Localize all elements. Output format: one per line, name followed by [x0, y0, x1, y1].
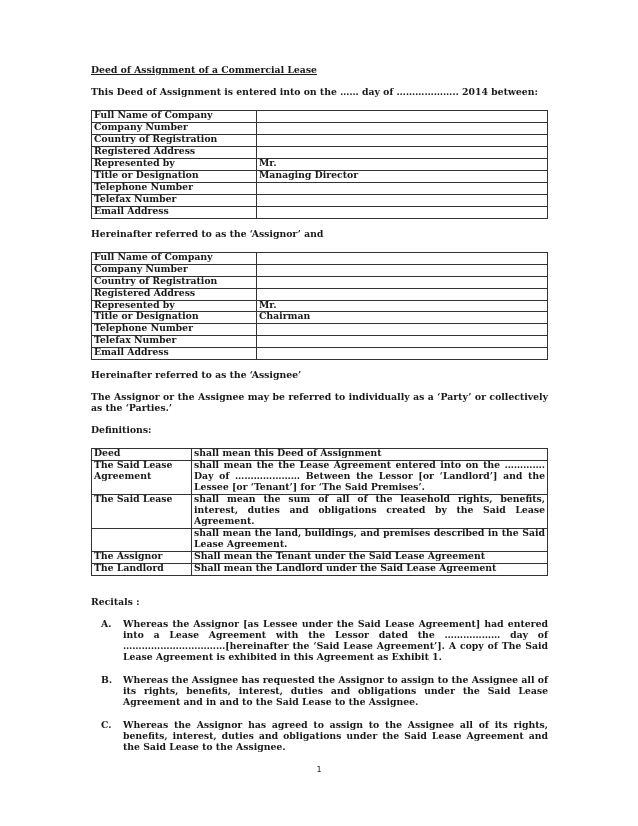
row-value: Managing Director [257, 170, 548, 182]
row-value [257, 336, 548, 348]
row-value [257, 288, 548, 300]
row-value [257, 276, 548, 288]
row-label: Full Name of Company [92, 110, 257, 122]
row-value: Mr. [257, 158, 548, 170]
definition-meaning: shall mean the sum of all of the leasehold rights, benefits, interest, duties and obligations created by the Said Lease Agreement. [192, 495, 548, 529]
definitions-table [91, 448, 548, 576]
row-label: Country of Registration [92, 276, 257, 288]
definition-term [92, 529, 192, 552]
recital-text: Whereas the Assignor has agreed to assign to the Assignee all of its rights, benefits, interest, duties and obligations under the Said Lease Agreement and the Said Lease to the Assignee. [123, 719, 548, 753]
table-row [92, 134, 548, 146]
table-row [92, 563, 548, 575]
row-label: Registered Address [92, 146, 257, 158]
recital-text: Whereas the Assignee has requested the Assignor to assign to the Assignee all of its rights, benefits, interest, duties and obligations under the Said Lease Agreement and in and to the Said Lease to the Assignee. [123, 674, 548, 708]
recital-letter: B. [101, 674, 113, 686]
recital-letter: A. [101, 618, 112, 630]
table-row [92, 206, 548, 218]
document-page [91, 66, 548, 766]
row-label: Company Number [92, 122, 257, 134]
table-row [92, 336, 548, 348]
table-row [92, 276, 548, 288]
recital-letter: C. [101, 719, 112, 731]
table-row [92, 158, 548, 170]
table-row [92, 348, 548, 360]
table-row [92, 252, 548, 264]
definition-term: Deed [92, 449, 192, 461]
table-row [92, 312, 548, 324]
table-row [92, 461, 548, 495]
row-label: Telephone Number [92, 182, 257, 194]
table-row [92, 182, 548, 194]
assignee-table [91, 252, 548, 361]
row-label: Title or Designation [92, 312, 257, 324]
definition-meaning: Shall mean the Tenant under the Said Lease Agreement [192, 551, 548, 563]
row-value [257, 206, 548, 218]
row-value [257, 348, 548, 360]
parties-paragraph: The Assignor or the Assignee may be referred to individually as a ‘Party’ or collectively as the ‘Parties.’ [91, 392, 548, 415]
row-label: Email Address [92, 348, 257, 360]
row-value [257, 252, 548, 264]
row-label: Registered Address [92, 288, 257, 300]
recitals-heading: Recitals : [91, 596, 140, 608]
row-label: Email Address [92, 206, 257, 218]
table-row [92, 110, 548, 122]
definition-meaning: Shall mean the Landlord under the Said Lease Agreement [192, 563, 548, 575]
row-label: Represented by [92, 300, 257, 312]
row-value: Mr. [257, 300, 548, 312]
assignor-reference: Hereinafter referred to as the ‘Assignor’ and [91, 228, 324, 240]
row-label: Full Name of Company [92, 252, 257, 264]
row-value [257, 324, 548, 336]
definition-meaning: shall mean the land, buildings, and premises described in the Said Lease Agreement. [192, 529, 548, 552]
assignor-table [91, 110, 548, 219]
recital-text: Whereas the Assignor [as Lessee under the Said Lease Agreement] had entered into a Lease Agreement with the Lessor dated the ……………… day of ……………………………[hereinafter the ‘Said Lease Agreement’]. A copy of The Said Lease Agreement is exhibited in this Agreement as Exhibit 1. [123, 618, 548, 663]
row-value [257, 182, 548, 194]
assignee-reference: Hereinafter referred to as the ‘Assignee’ [91, 370, 302, 382]
row-value [257, 264, 548, 276]
table-row [92, 122, 548, 134]
row-label: Country of Registration [92, 134, 257, 146]
row-value: Chairman [257, 312, 548, 324]
row-label: Telefax Number [92, 194, 257, 206]
table-row [92, 170, 548, 182]
recital-item [101, 676, 548, 709]
table-row [92, 551, 548, 563]
row-label: Telefax Number [92, 336, 257, 348]
document-title: Deed of Assignment of a Commercial Lease [91, 65, 317, 76]
table-row [92, 324, 548, 336]
definition-meaning: shall mean the the Lease Agreement entered into on the …………. Day of ………………… Between the Lessor [or ‘Landlord’] and the Lessee [or ‘Tenant’] for ‘The Said Premises’. [192, 461, 548, 495]
row-label: Telephone Number [92, 324, 257, 336]
definition-term: The Landlord [92, 563, 192, 575]
row-value [257, 134, 548, 146]
definition-term: The Said Lease [92, 495, 192, 529]
recital-item [101, 721, 548, 754]
table-row [92, 449, 548, 461]
row-label: Represented by [92, 158, 257, 170]
page-number: 1 [316, 765, 322, 774]
row-label: Title or Designation [92, 170, 257, 182]
table-row [92, 529, 548, 552]
row-value [257, 122, 548, 134]
definition-meaning: shall mean this Deed of Assignment [192, 449, 548, 461]
table-row [92, 495, 548, 529]
definition-term: The Said Lease Agreement [92, 461, 192, 495]
row-label: Company Number [92, 264, 257, 276]
row-value [257, 146, 548, 158]
table-row [92, 146, 548, 158]
table-row [92, 288, 548, 300]
table-row [92, 264, 548, 276]
row-value [257, 110, 548, 122]
table-row [92, 300, 548, 312]
row-value [257, 194, 548, 206]
definitions-heading: Definitions: [91, 425, 152, 437]
table-row [92, 194, 548, 206]
recitals-list [91, 620, 548, 754]
definition-term: The Assignor [92, 551, 192, 563]
intro-paragraph: This Deed of Assignment is entered into on the …… day of ……………….. 2014 between: [91, 86, 538, 98]
recital-item [101, 620, 548, 664]
